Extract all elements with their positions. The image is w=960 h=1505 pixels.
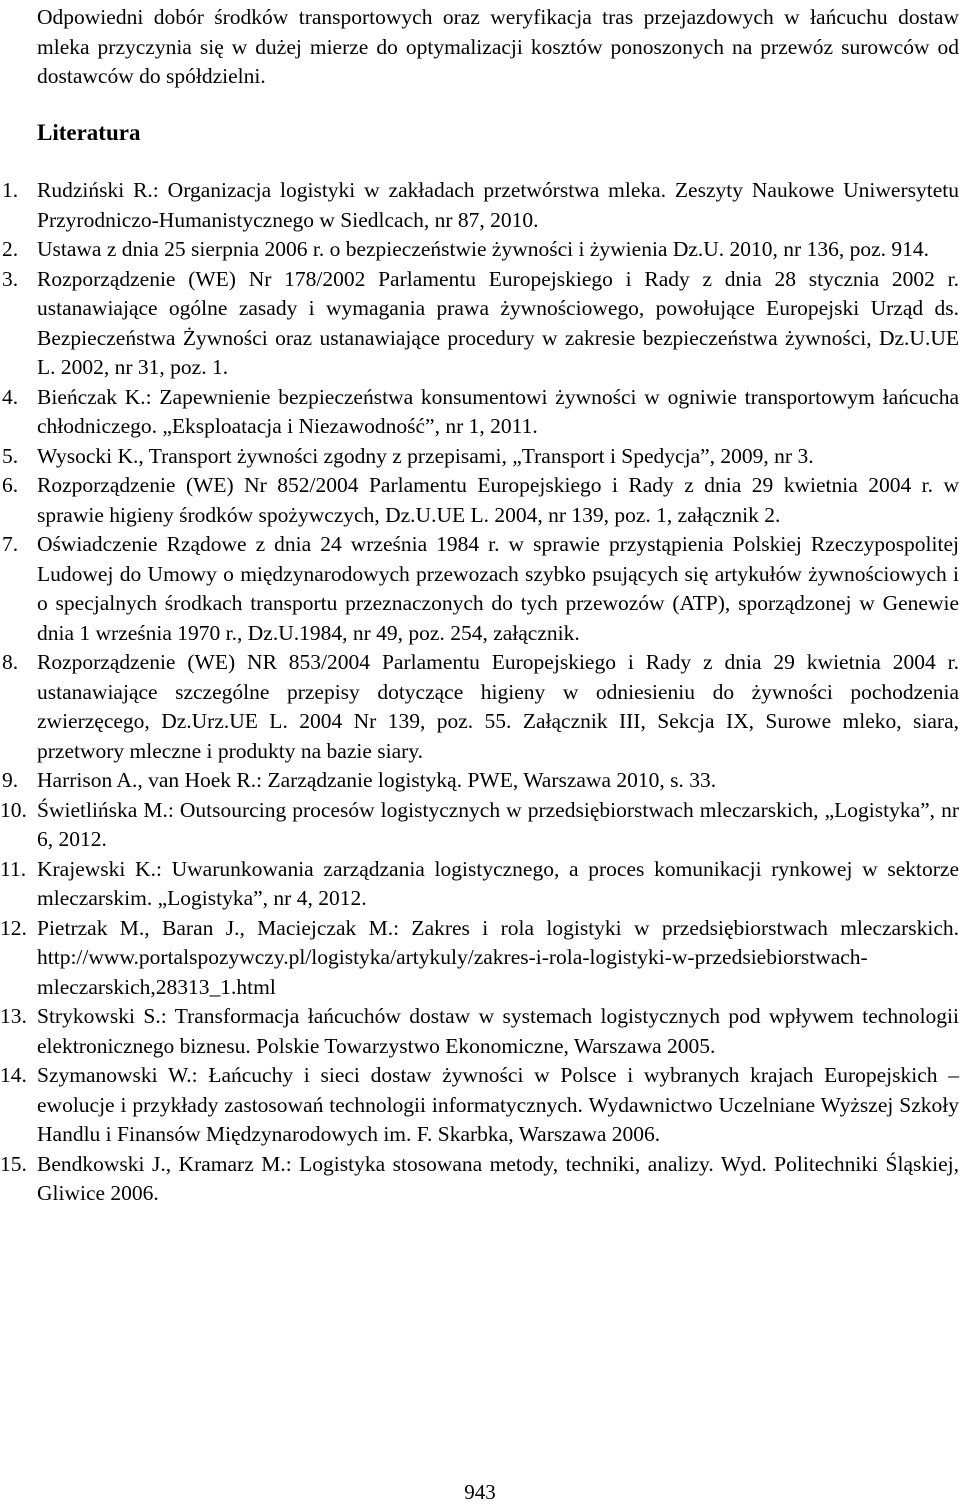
- reference-number: 7.: [2, 532, 19, 556]
- reference-text: Oświadczenie Rządowe z dnia 24 września 1984 r. w sprawie przystąpienia Polskiej Rzeczypospolitej Ludowej do Umowy o międzynarodowych przewozach szybko psujących się artykułów żywnościowych i o specjalnych środkach transportu przeznaczonych do tych przewozów (ATP), sporządzonej w Genewie dnia 1 września 1970 r., Dz.U.1984, nr 49, poz. 254, załącznik.: [37, 532, 959, 645]
- reference-number: 9.: [2, 768, 19, 792]
- reference-number: 13.: [0, 1004, 27, 1028]
- page-number: 943: [464, 1480, 496, 1504]
- reference-number: 3.: [2, 266, 19, 291]
- reference-item: [0, 1061, 959, 1150]
- reference-text: Rudziński R.: Organizacja logistyki w zakładach przetwórstwa mleka. Zeszyty Naukowe Uniwersytetu Przyrodniczo-Humanistycznego w Siedlcach, nr 87, 2010.: [37, 178, 959, 232]
- reference-list: [0, 176, 960, 1209]
- reference-item: [0, 914, 959, 1003]
- reference-text: Rozporządzenie (WE) Nr 178/2002 Parlamentu Europejskiego i Rady z dnia 28 stycznia 2002 r. ustanawiające ogólne zasady i wymagania prawa żywnościowego, powołujące Europejski Urząd ds. Bezpieczeństwa Żywności oraz ustanawiające procedury w zakresie bezpieczeństwa żywności, Dz.U.UE L. 2002, nr 31, poz. 1.: [37, 266, 959, 379]
- reference-text: Bieńczak K.: Zapewnienie bezpieczeństwa konsumentowi żywności w ogniwie transportowym łańcucha chłodniczego. „Eksploatacja i Niezawodność”, nr 1, 2011.: [37, 384, 959, 438]
- reference-item: [0, 855, 959, 914]
- reference-number: 5.: [2, 443, 19, 468]
- reference-text: Szymanowski W.: Łańcuchy i sieci dostaw żywności w Polsce i wybranych krajach Europejskich – ewolucje i przykłady zastosowań technologii informatycznych. Wydawnictwo Uczelniane Wyższej Szkoły Handlu i Finansów Międzynarodowych im. F. Skarbka, Warszawa 2006.: [37, 1063, 959, 1146]
- reference-item: [0, 235, 959, 265]
- reference-text: Bendkowski J., Kramarz M.: Logistyka stosowana metody, techniki, analizy. Wyd. Politechniki Śląskiej, Gliwice 2006.: [37, 1151, 959, 1205]
- reference-item: [0, 383, 959, 442]
- reference-item: [0, 766, 959, 796]
- reference-number: 11.: [0, 856, 27, 881]
- intro-paragraph: Odpowiedni dobór środków transportowych oraz weryfikacja tras przejazdowych w łańcuchu dostaw mleka przyczynia się w dużej mierze do optymalizacji kosztów ponoszonych na przewóz surowców od dostawców do spółdzielni.: [37, 5, 959, 88]
- reference-text: Rozporządzenie (WE) Nr 852/2004 Parlamentu Europejskiego i Rady z dnia 29 kwietnia 2004 r. w sprawie higieny środków spożywczych, Dz.U.UE L. 2004, nr 139, poz. 1, załącznik 2.: [37, 473, 959, 527]
- reference-text: Świetlińska M.: Outsourcing procesów logistycznych w przedsiębiorstwach mleczarskich, „Logistyka”, nr 6, 2012.: [37, 797, 959, 851]
- reference-item: [0, 265, 959, 383]
- bibliography-heading: Literatura: [37, 120, 141, 145]
- reference-item: [0, 471, 959, 530]
- reference-number: 12.: [0, 915, 27, 940]
- reference-number: 1.: [2, 178, 19, 202]
- reference-text: Strykowski S.: Transformacja łańcuchów dostaw w systemach logistycznych pod wpływem technologii elektronicznego biznesu. Polskie Towarzystwo Ekonomiczne, Warszawa 2005.: [37, 1004, 959, 1058]
- reference-text: Harrison A., van Hoek R.: Zarządzanie logistyką. PWE, Warszawa 2010, s. 33.: [37, 768, 717, 792]
- reference-number: 14.: [0, 1063, 27, 1087]
- reference-item: [0, 1150, 959, 1209]
- reference-text: Ustawa z dnia 25 sierpnia 2006 r. o bezpieczeństwie żywności i żywienia Dz.U. 2010, nr 136, poz. 914.: [37, 237, 930, 261]
- reference-number: 6.: [2, 473, 19, 497]
- reference-item: [0, 1002, 959, 1061]
- reference-number: 15.: [0, 1151, 27, 1176]
- reference-text: Rozporządzenie (WE) NR 853/2004 Parlamentu Europejskiego i Rady z dnia 29 kwietnia 2004 r. ustanawiające szczególne przepisy dotyczące higieny w odniesieniu do żywności pochodzenia zwierzęcego, Dz.Urz.UE L. 2004 Nr 139, poz. 55. Załącznik III, Sekcja IX, Surowe mleko, siara, przetwory mleczne i produkty na bazie siary.: [37, 650, 959, 763]
- reference-item: [0, 648, 959, 766]
- reference-item: [0, 176, 959, 235]
- reference-item: [0, 442, 959, 472]
- reference-item: [0, 796, 959, 855]
- reference-number: 2.: [2, 237, 19, 261]
- reference-text: Krajewski K.: Uwarunkowania zarządzania logistycznego, a proces komunikacji rynkowej w sektorze mleczarskim. „Logistyka”, nr 4, 2012.: [37, 856, 959, 910]
- reference-number: 4.: [2, 384, 19, 409]
- reference-item: [0, 530, 959, 648]
- reference-text: Pietrzak M., Baran J., Maciejczak M.: Zakres i rola logistyki w przedsiębiorstwach mleczarskich. http://www.portalspozywczy.pl/logistyka/artykuly/zakres-i-rola-logistyki-w-przedsiebiorstwach-mleczarskich,28313_1.html: [37, 915, 959, 999]
- reference-number: 10.: [0, 797, 27, 822]
- reference-number: 8.: [2, 650, 19, 674]
- reference-text: Wysocki K., Transport żywności zgodny z przepisami, „Transport i Spedycja”, 2009, nr 3.: [37, 443, 814, 468]
